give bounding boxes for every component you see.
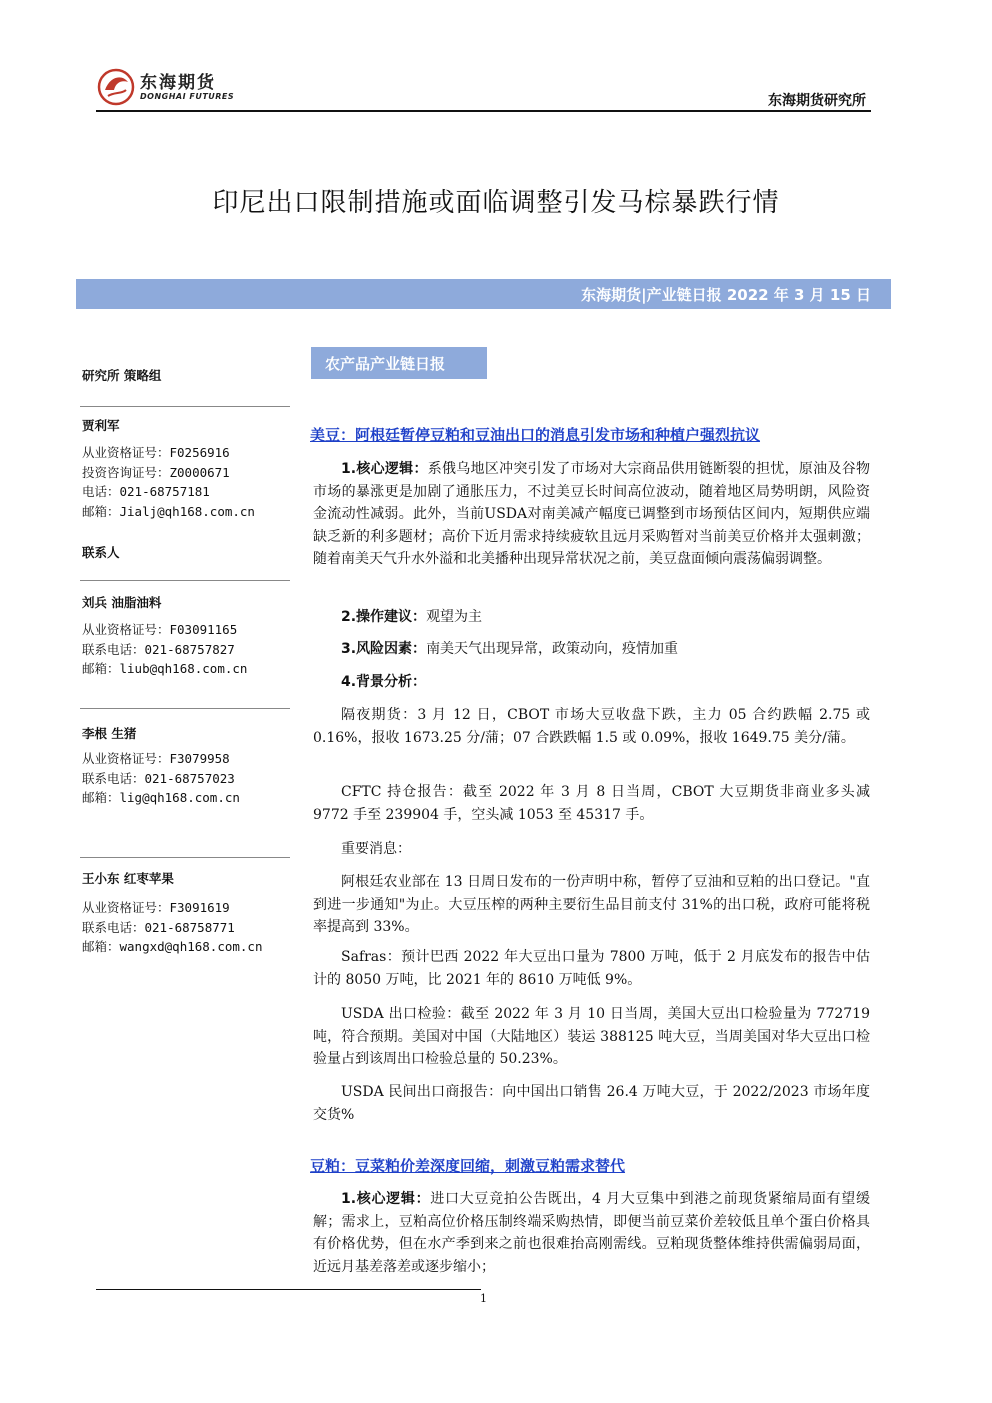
- analyst-email[interactable]: 邮箱：lig@qh168.com.cn: [82, 790, 240, 805]
- header-divider: [96, 110, 871, 112]
- footer-divider: [96, 1289, 481, 1290]
- paragraph-cftc: CFTC 持仓报告：截至 2022 年 3 月 8 日当周，CBOT 大豆期货非商业多头减 9772 手至 239904 手，空头减 1053 至 45317 手。: [313, 784, 870, 823]
- analyst-line: 投资咨询证号：Z0000671: [82, 464, 230, 480]
- section-tag-label: 农产品产业链日报: [325, 355, 446, 373]
- background-label: 4.背景分析：: [341, 674, 427, 690]
- analyst-line: 从业资格证号：F03091165: [82, 622, 238, 637]
- analyst-name: 刘兵 油脂油料: [82, 595, 162, 610]
- logo-english-text: DONGHAI FUTURES: [140, 92, 235, 101]
- soybean-operation: [313, 606, 870, 629]
- paragraph-usda-export-sales: USDA 民间出口商报告：向中国出口销售 26.4 万吨大豆，于 2022/2023 市场年度交货%: [313, 1084, 870, 1123]
- operation-text: 观望为主: [426, 609, 483, 625]
- core-logic-label: 1.核心逻辑：: [341, 1191, 431, 1207]
- analyst-info: [82, 443, 292, 521]
- sidebar-divider: [80, 708, 290, 709]
- analyst-line: 联系电话：021-68757023: [82, 770, 235, 786]
- analyst-email[interactable]: 邮箱：liub@qh168.com.cn: [82, 661, 248, 676]
- paragraph-safras: Safras：预计巴西 2022 年大豆出口量为 7800 万吨，低于 2 月底发布的报告中估计的 8050 万吨，比 2021 年的 8610 万吨低 9%。: [313, 949, 870, 988]
- analyst-email[interactable]: 邮箱：Jialj@qh168.com.cn: [82, 503, 255, 519]
- analyst-line: 联系电话：021-68757827: [82, 641, 235, 657]
- analyst-line: 电话：021-68757181: [82, 484, 210, 499]
- contact-label: 联系人: [82, 545, 120, 560]
- analyst-info: [82, 620, 292, 679]
- analyst-info: [82, 898, 292, 957]
- page-number: 1: [480, 1292, 487, 1305]
- risk-label: 3.风险因素：: [341, 641, 427, 657]
- analyst-name: 李根 生猪: [82, 726, 137, 741]
- analyst-info: [82, 749, 292, 808]
- sidebar-divider: [80, 406, 290, 407]
- analyst-line: 从业资格证号：F3079958: [82, 751, 230, 766]
- analyst-line: 从业资格证号：F3091619: [82, 900, 230, 915]
- paragraph-usda-inspection: USDA 出口检验：截至 2022 年 3 月 10 日当周，美国大豆出口检验量为 772719 吨，符合预期。美国对中国（大陆地区）装运 388125 吨大豆，当周美国对华大豆出口检验量占到该周出口检验总量的 50.23%。: [313, 1006, 870, 1067]
- analyst-name: 贾利军: [82, 418, 120, 433]
- paragraph-argentina: 阿根廷农业部在 13 日周日发布的一份声明中称，暂停了豆油和豆粕的出口登记。"直到进一步通知"为止。大豆压榨的两种主要衍生品目前支付 31%的出口税，政府可能将税率提高到 33%。: [313, 874, 870, 935]
- soybean-heading-link[interactable]: 美豆：阿根廷暂停豆粕和豆油出口的消息引发市场和种植户强烈抗议: [310, 426, 761, 444]
- soymeal-heading-link[interactable]: 豆粕：豆菜粕价差深度回缩，刺激豆粕需求替代: [310, 1157, 626, 1175]
- soybean-core-logic: [313, 458, 870, 571]
- core-logic-label: 1.核心逻辑：: [341, 461, 428, 477]
- analyst-email[interactable]: 邮箱：wangxd@qh168.com.cn: [82, 939, 263, 954]
- core-logic-text: 系俄乌地区冲突引发了市场对大宗商品供用链断裂的担忧，原油及谷物市场的暴涨更是加剧了通胀压力，不过美豆长时间高位波动，随着地区局势明朗，风险资金流动性减弱。此外，当前USDA对南美减产幅度已调整到市场预估区间内，短期供应端缺乏新的利多题材；高价下近月需求持续疲软且远月采购暂对当前美豆价格并太强刺激；随着南美天气升水外溢和北美播种出现异常状况之前，美豆盘面倾向震荡偏弱调整。: [313, 461, 870, 567]
- research-institute-label: 东海期货研究所: [768, 93, 866, 109]
- paragraph-news-label: 重要消息：: [341, 841, 411, 857]
- soybean-background: [313, 671, 870, 694]
- soybean-risk: [313, 638, 870, 661]
- risk-text: 南美天气出现异常，政策动向，疫情加重: [426, 641, 679, 657]
- logo-chinese-text: 东海期货: [140, 73, 216, 93]
- analyst-name: 王小东 红枣苹果: [82, 871, 174, 886]
- soymeal-core-logic: [313, 1188, 870, 1278]
- paragraph-overnight-futures: 隔夜期货：3 月 12 日，CBOT 市场大豆收盘下跌，主力 05 合约跌幅 2.75 或 0.16%，报收 1673.25 分/蒲；07 合跌跌幅 1.5 或 0.09%，报收 1649.75 美分/蒲。: [313, 707, 870, 746]
- report-banner-text: 东海期货|产业链日报 2022 年 3 月 15 日: [581, 286, 871, 304]
- sidebar-divider: [80, 857, 290, 858]
- core-logic-text: 进口大豆竞拍公告既出，4 月大豆集中到港之前现货紧缩局面有望缓解；需求上，豆粕高位价格压制终端采购热情，即便当前豆菜价差较低且单个蛋白价格具有价格优势，但在水产季到来之前也很难抬高刚需线。豆粕现货整体维持供需偏弱局面，近远月基差落差或逐步缩小；: [313, 1191, 871, 1275]
- report-banner: [76, 279, 891, 309]
- operation-label: 2.操作建议：: [341, 609, 427, 625]
- analyst-line: 从业资格证号：F0256916: [82, 445, 230, 460]
- document-title: 印尼出口限制措施或面临调整引发马棕暴跌行情: [212, 188, 780, 218]
- analyst-line: 联系电话：021-68758771: [82, 919, 235, 935]
- company-logo: [96, 66, 236, 110]
- donghai-logo-icon: [96, 66, 136, 106]
- sidebar-group: 研究所 策略组: [82, 368, 162, 383]
- section-tag: [311, 347, 487, 379]
- sidebar-divider: [80, 580, 290, 581]
